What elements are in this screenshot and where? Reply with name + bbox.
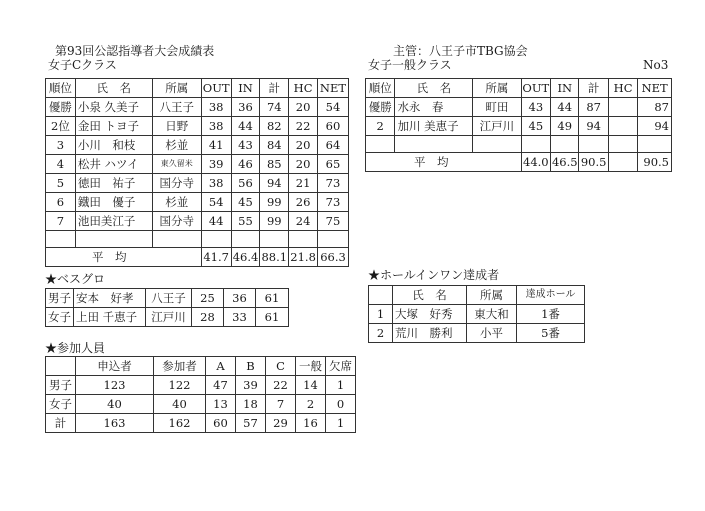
- table-header-row: [369, 286, 585, 305]
- header-cell: 計: [579, 79, 608, 98]
- table-row: [46, 136, 349, 155]
- attendees-cell: 40: [154, 395, 206, 414]
- club-cell: 杉並: [152, 136, 201, 155]
- in-cell: 49: [551, 117, 579, 136]
- in-cell: 46: [231, 155, 260, 174]
- best-gross-table: [45, 288, 289, 327]
- net-cell: 73: [317, 193, 348, 212]
- name-cell: 徳田 祐子: [75, 174, 152, 193]
- club-cell: 東久留米: [152, 155, 201, 174]
- average-label: 平 均: [46, 248, 202, 267]
- class-c-cell: 7: [266, 395, 296, 414]
- hc-cell: 24: [289, 212, 318, 231]
- header-cell: HC: [289, 79, 318, 98]
- hc-cell: 26: [289, 193, 318, 212]
- in-cell: 44: [551, 98, 579, 117]
- category-cell: 計: [46, 414, 76, 433]
- club-cell: 国分寺: [152, 174, 201, 193]
- net-cell: 60: [317, 117, 348, 136]
- category-cell: 男子: [46, 289, 74, 308]
- absent-cell: 0: [326, 395, 356, 414]
- blank-row: [46, 231, 349, 248]
- total-cell: 94: [260, 174, 289, 193]
- club-cell: 江戸川: [473, 117, 521, 136]
- header-cell: [46, 357, 76, 376]
- header-cell: 申込者: [76, 357, 154, 376]
- header-cell: 順位: [46, 79, 76, 98]
- club-cell: 小平: [467, 324, 517, 343]
- name-cell: 池田美江子: [75, 212, 152, 231]
- header-cell: 参加者: [154, 357, 206, 376]
- rank-cell: 6: [46, 193, 76, 212]
- table-row: [46, 414, 356, 433]
- in-cell: 33: [224, 308, 256, 327]
- hc-cell: 21: [289, 174, 318, 193]
- total-cell: 99: [260, 212, 289, 231]
- name-cell: 大塚 好秀: [393, 305, 467, 324]
- net-cell: 54: [317, 98, 348, 117]
- out-cell: 41: [201, 136, 231, 155]
- in-cell: 44: [231, 117, 260, 136]
- class-a-cell: 47: [206, 376, 236, 395]
- header-cell: 欠席: [326, 357, 356, 376]
- header-cell: 順位: [366, 79, 395, 98]
- total-cell: 84: [260, 136, 289, 155]
- absent-cell: 1: [326, 376, 356, 395]
- name-cell: 加川 美恵子: [395, 117, 473, 136]
- club-cell: 日野: [152, 117, 201, 136]
- header-cell: NET: [317, 79, 348, 98]
- table-row: [366, 98, 672, 117]
- out-cell: 38: [201, 174, 231, 193]
- name-cell: 上田 千恵子: [74, 308, 146, 327]
- rank-cell: 5: [46, 174, 76, 193]
- table-row: [46, 117, 349, 136]
- header-cell: 所属: [467, 286, 517, 305]
- hole-cell: 1番: [517, 305, 585, 324]
- index-cell: 1: [369, 305, 393, 324]
- rank-cell: 優勝: [366, 98, 395, 117]
- table-row: [46, 193, 349, 212]
- club-cell: 江戸川: [146, 308, 192, 327]
- rank-cell: 2位: [46, 117, 76, 136]
- women-general-class-label: 女子一般クラス: [368, 58, 452, 72]
- class-b-cell: 18: [236, 395, 266, 414]
- club-cell: 八王子: [146, 289, 192, 308]
- header-cell: NET: [638, 79, 672, 98]
- hc-cell: 20: [289, 136, 318, 155]
- class-a-cell: 60: [206, 414, 236, 433]
- attendees-cell: 122: [154, 376, 206, 395]
- index-cell: 2: [369, 324, 393, 343]
- avg-out-cell: 44.0: [521, 153, 550, 172]
- applicants-cell: 123: [76, 376, 154, 395]
- header-cell: OUT: [201, 79, 231, 98]
- header-cell: 一般: [296, 357, 326, 376]
- in-cell: 56: [231, 174, 260, 193]
- in-cell: 43: [231, 136, 260, 155]
- class-b-cell: 57: [236, 414, 266, 433]
- table-header-row: [366, 79, 672, 98]
- hc-cell: 20: [289, 98, 318, 117]
- out-cell: 39: [201, 155, 231, 174]
- hole-cell: 5番: [517, 324, 585, 343]
- avg-total-cell: 88.1: [260, 248, 289, 267]
- header-cell: OUT: [521, 79, 550, 98]
- total-cell: 99: [260, 193, 289, 212]
- in-cell: 45: [231, 193, 260, 212]
- applicants-cell: 163: [76, 414, 154, 433]
- net-cell: 73: [317, 174, 348, 193]
- page-number: No3: [643, 58, 669, 72]
- header-cell: 氏 名: [395, 79, 473, 98]
- rank-cell: 7: [46, 212, 76, 231]
- table-row: [46, 212, 349, 231]
- out-cell: 25: [192, 289, 224, 308]
- header-cell: B: [236, 357, 266, 376]
- hc-cell: [608, 98, 637, 117]
- out-cell: 38: [201, 98, 231, 117]
- applicants-cell: 40: [76, 395, 154, 414]
- club-cell: 八王子: [152, 98, 201, 117]
- club-cell: 町田: [473, 98, 521, 117]
- general-cell: 14: [296, 376, 326, 395]
- out-cell: 45: [521, 117, 550, 136]
- attendees-cell: 162: [154, 414, 206, 433]
- header-cell: [369, 286, 393, 305]
- table-row: [366, 117, 672, 136]
- header-cell: 氏 名: [75, 79, 152, 98]
- net-cell: 87: [638, 98, 672, 117]
- hc-cell: 22: [289, 117, 318, 136]
- rank-cell: 2: [366, 117, 395, 136]
- table-row: [46, 174, 349, 193]
- hc-cell: [608, 117, 637, 136]
- average-row: [366, 153, 672, 172]
- club-cell: 東大和: [467, 305, 517, 324]
- header-cell: IN: [231, 79, 260, 98]
- participants-table: [45, 356, 356, 433]
- women-general-results-table: [365, 78, 672, 172]
- hc-cell: 20: [289, 155, 318, 174]
- rank-cell: 優勝: [46, 98, 76, 117]
- table-row: [46, 376, 356, 395]
- name-cell: 松井 ハツイ: [75, 155, 152, 174]
- name-cell: 金田 トヨ子: [75, 117, 152, 136]
- name-cell: 荒川 勝利: [393, 324, 467, 343]
- document-title: 第93回公認指導者大会成績表: [55, 44, 215, 58]
- club-cell: 杉並: [152, 193, 201, 212]
- avg-in-cell: 46.4: [231, 248, 260, 267]
- table-row: [369, 305, 585, 324]
- table-header-row: [46, 357, 356, 376]
- participants-label: ★参加人員: [45, 341, 106, 355]
- avg-net-cell: 66.3: [317, 248, 348, 267]
- out-cell: 54: [201, 193, 231, 212]
- general-cell: 2: [296, 395, 326, 414]
- organizer-label: 主管：八王子市TBG協会: [393, 44, 528, 58]
- table-row: [46, 98, 349, 117]
- class-c-cell: 22: [266, 376, 296, 395]
- avg-hc-cell: 21.8: [289, 248, 318, 267]
- in-cell: 55: [231, 212, 260, 231]
- class-b-cell: 39: [236, 376, 266, 395]
- rank-cell: 4: [46, 155, 76, 174]
- in-cell: 36: [231, 98, 260, 117]
- category-cell: 女子: [46, 308, 74, 327]
- total-cell: 61: [256, 308, 289, 327]
- category-cell: 男子: [46, 376, 76, 395]
- table-row: [46, 155, 349, 174]
- class-a-cell: 13: [206, 395, 236, 414]
- category-cell: 女子: [46, 395, 76, 414]
- header-cell: 氏 名: [393, 286, 467, 305]
- out-cell: 28: [192, 308, 224, 327]
- average-label: 平 均: [366, 153, 522, 172]
- absent-cell: 1: [326, 414, 356, 433]
- table-row: [46, 395, 356, 414]
- women-c-class-label: 女子Cクラス: [48, 58, 117, 72]
- out-cell: 44: [201, 212, 231, 231]
- avg-hc-cell: [608, 153, 637, 172]
- name-cell: 水永 春: [395, 98, 473, 117]
- table-header-row: [46, 79, 349, 98]
- total-cell: 85: [260, 155, 289, 174]
- general-cell: 16: [296, 414, 326, 433]
- total-cell: 61: [256, 289, 289, 308]
- name-cell: 小泉 久美子: [75, 98, 152, 117]
- header-cell: 所属: [152, 79, 201, 98]
- net-cell: 94: [638, 117, 672, 136]
- in-cell: 36: [224, 289, 256, 308]
- header-cell: HC: [608, 79, 637, 98]
- club-cell: 国分寺: [152, 212, 201, 231]
- total-cell: 82: [260, 117, 289, 136]
- table-row: [369, 324, 585, 343]
- name-cell: 鐡田 優子: [75, 193, 152, 212]
- header-cell: IN: [551, 79, 579, 98]
- header-cell: 所属: [473, 79, 521, 98]
- header-cell: 達成ホール: [517, 286, 585, 305]
- avg-in-cell: 46.5: [551, 153, 579, 172]
- net-cell: 64: [317, 136, 348, 155]
- average-row: [46, 248, 349, 267]
- table-row: [46, 289, 289, 308]
- header-cell: C: [266, 357, 296, 376]
- out-cell: 43: [521, 98, 550, 117]
- name-cell: 小川 和枝: [75, 136, 152, 155]
- women-c-results-table: [45, 78, 349, 267]
- blank-row: [366, 136, 672, 153]
- total-cell: 87: [579, 98, 608, 117]
- total-cell: 74: [260, 98, 289, 117]
- avg-total-cell: 90.5: [579, 153, 608, 172]
- header-cell: 計: [260, 79, 289, 98]
- net-cell: 65: [317, 155, 348, 174]
- table-row: [46, 308, 289, 327]
- class-c-cell: 29: [266, 414, 296, 433]
- hole-in-one-label: ★ホールインワン達成者: [368, 268, 500, 282]
- total-cell: 94: [579, 117, 608, 136]
- avg-out-cell: 41.7: [201, 248, 231, 267]
- rank-cell: 3: [46, 136, 76, 155]
- header-cell: A: [206, 357, 236, 376]
- avg-net-cell: 90.5: [638, 153, 672, 172]
- out-cell: 38: [201, 117, 231, 136]
- hole-in-one-table: [368, 285, 585, 343]
- best-gross-label: ★ベスグロ: [45, 272, 106, 286]
- name-cell: 安本 好孝: [74, 289, 146, 308]
- net-cell: 75: [317, 212, 348, 231]
